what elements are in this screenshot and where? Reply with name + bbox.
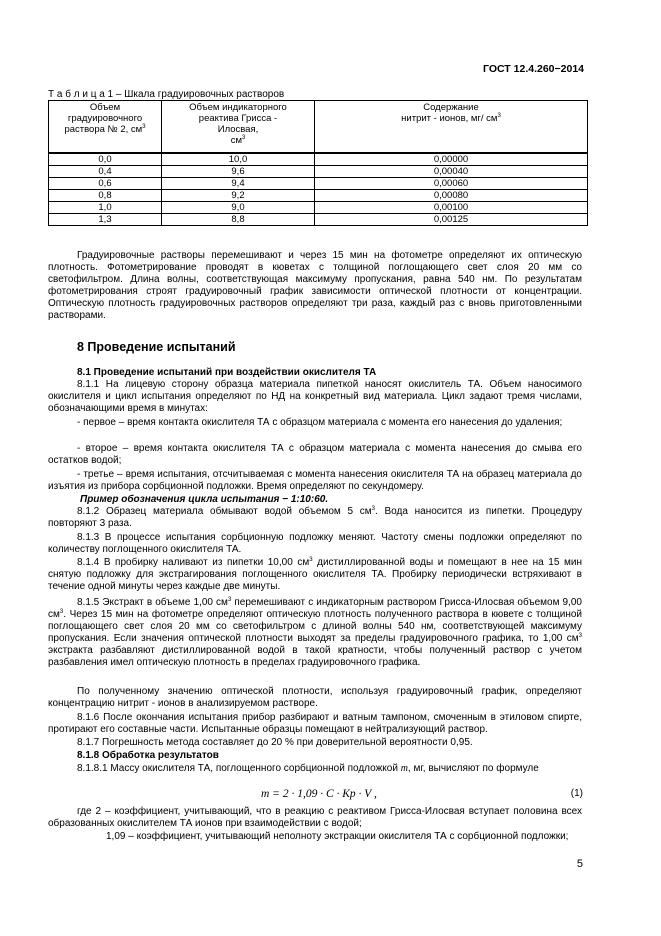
paragraph-8-1-2: 8.1.2 Образец материала обмывают водой объемом 5 $см^3$. Вода наносится из пипетки. Процедуру повторяют 3 раза. — [48, 506, 582, 529]
cycle-item-first: - первое – время контакта окислителя ТА с образцом материала с момента его нанесения до удаления; — [77, 417, 563, 428]
cycle-item-third: - третье – время испытания, отсчитываемая с момента нанесения окислителя ТА на образец материала до изъятия из прибора сорбционной подложки. Время определяют по секундомеру. — [48, 469, 582, 492]
paragraph-8-1-4: 8.1.4 В пробирку наливают из пипетки 10,00 $см^3$ дистиллированной воды и помещают в нее на 15 мин снятую подложку для экстрагирования поглощенного окислителя ТА. Пробирку периодически встряхивают в течение одной минуты через каждые две минуты. — [48, 557, 582, 592]
calibration-table — [48, 100, 588, 226]
subsection-heading-8-1: 8.1 Проведение испытаний при воздействии окислителя ТА — [77, 367, 377, 378]
subsection-heading-8-1-8: 8.1.8 Обработка результатов — [77, 750, 219, 761]
table-row: 0,6 9,4 0,00060 — [49, 178, 588, 190]
table-row: 0,8 9,2 0,00080 — [49, 190, 588, 202]
table-row: 1,3 8,8 0,00125 — [49, 214, 588, 226]
paragraph-concentration: По полученному значению оптической плотности, используя градуировочный график, определяют концентрацию нитрит - ионов в анализируемом растворе. — [48, 686, 582, 709]
table-row: 0,4 9,6 0,00040 — [49, 166, 588, 178]
cycle-item-second: - второе – время контакта окислителя ТА с образцом материала с момента нанесения до смыва его остатков водой; — [48, 443, 582, 466]
cycle-example: Пример обозначения цикла испытания − 1:10:60. — [80, 494, 329, 505]
header-cell-nitrite-content: Содержание нитрит - ионов, мг/ $см^3$ — [315, 101, 588, 154]
section-heading-8: 8 Проведение испытаний — [77, 340, 236, 354]
table-header-row — [49, 101, 588, 154]
paragraph-8-1-5: 8.1.5 Экстракт в объеме 1,00 $см^3$ перемешивают с индикаторным раствором Грисса-Илосвая объемом 9,00 $см^3$. Через 15 мин на фотометре определяют оптическую плотность полученного раствора в кювете с толщиной поглощающего свет слоя 20 мм со светофильтром с длиной волны 540 нм, соответствующей максимуму пропускания. Если значения оптической плотности выходят за пределы градуировочного графика, то 1,00 $см^3$ экстракта разбавляют дистиллированной водой в такой кратности, чтобы полученный раствор с учетом разбавления имел оптическую плотность в пределах градуировочного графика. — [48, 597, 582, 668]
where-item-2: где 2 – коэффициент, учитывающий, что в реакцию с реактивом Грисса-Илосвая вступает половина всех образованных окислителем ТА ионов при взаимодействии с водой; — [48, 806, 582, 829]
where-item-1-09: 1,09 – коэффициент, учитывающий неполноту экстракции окислителя ТА с сорбционной подложки; — [106, 831, 569, 842]
table-caption: Т а б л и ц а 1 – Шкала градуировочных растворов — [48, 89, 285, 100]
paragraph-8-1-7: 8.1.7 Погрешность метода составляет до 20 % при доверительной вероятности 0,95. — [77, 737, 473, 748]
page-number: 5 — [576, 858, 583, 870]
calibration-paragraph: Градуировочные растворы перемешивают и через 15 мин на фотометре определяют их оптическую плотность. Фотометрирование проводят в кюветах с толщиной поглощающего свет слоя 20 мм со светофильтром. Длина волны, соответствующая максимуму пропускания, равна 540 нм. По результатам фотометрирования строят градуировочный график зависимости оптической плотности от концентрации. Оптическую плотность градуировочных растворов определяют три раза, каждый раз с вновь приготовленными растворами. — [48, 250, 582, 321]
document-header: ГОСТ 12.4.260−2014 — [483, 63, 584, 75]
paragraph-8-1-8-1: 8.1.8.1 Массу окислителя ТА, поглощенного сорбционной подложкой m, мг, вычисляют по формуле — [77, 763, 539, 774]
paragraph-8-1-3: 8.1.3 В процессе испытания сорбционную подложку меняют. Частоту смены подложки определяют по количеству поглощенного окислителя ТА. — [48, 532, 582, 555]
header-cell-volume-reagent: Объем индикаторного реактива Грисса - Илосвая, $см^3$ — [162, 101, 315, 154]
header-cell-volume-solution: Объем градуировочного раствора № 2, $см^3$ — [49, 101, 162, 154]
paragraph-8-1-6: 8.1.6 После окончания испытания прибор разбирают и ватным тампоном, смоченным в этиловом спирте, протирают его составные части. Испытанные образцы помещают в нейтрализующий раствор. — [48, 712, 582, 735]
formula-number: (1) — [570, 788, 583, 799]
table-row: 1,0 9,0 0,00100 — [49, 202, 588, 214]
formula-expression: m = 2 · 1,09 · C · Kp · V , — [261, 788, 377, 800]
table-row: 0,0 10,0 0,00000 — [49, 153, 588, 166]
paragraph-8-1-1: 8.1.1 На лицевую сторону образца материала пипеткой наносят окислитель ТА. Объем наносимого окислителя и цикл испытания определяют по НД на конкретный вид материала. Цикл задают тремя числами, обозначающими время в минутах: — [48, 379, 582, 414]
